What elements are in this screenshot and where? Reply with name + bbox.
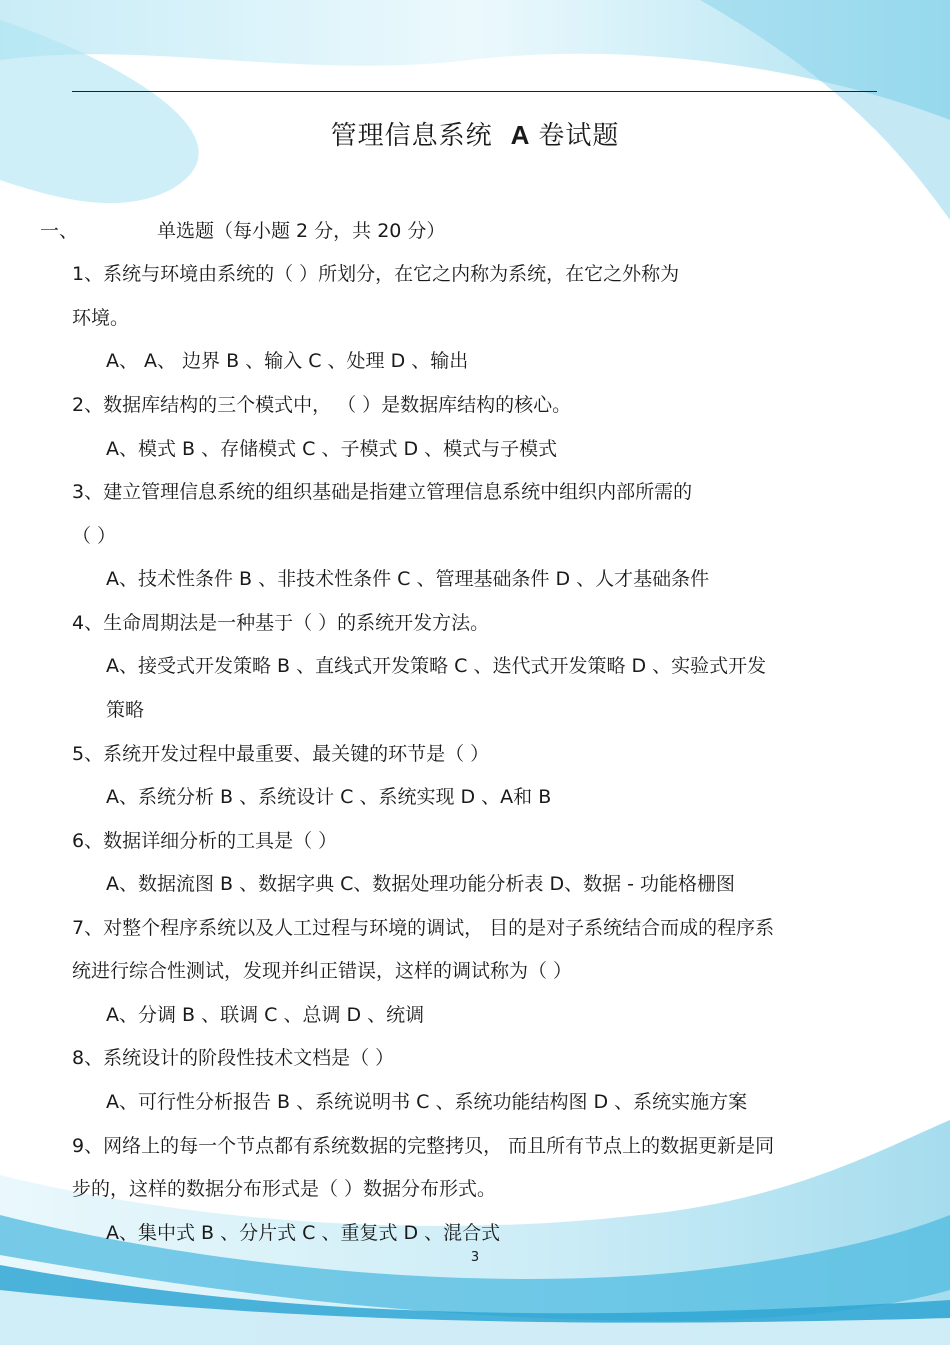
- question-line: 环境。: [72, 307, 130, 329]
- options-line: A、集中式 B 、分片式 C 、重复式 D 、混合式: [106, 1222, 501, 1244]
- question-line: 2、数据库结构的三个模式中， （ ）是数据库结构的核心。: [72, 394, 572, 416]
- question-line: （ ）: [72, 525, 117, 547]
- question-line: 3、建立管理信息系统的组织基础是指建立管理信息系统中组织内部所需的: [72, 481, 693, 503]
- options-line: A、 A、 边界 B 、输入 C 、处理 D 、输出: [106, 350, 469, 372]
- question-line: 9、网络上的每一个节点都有系统数据的完整拷贝， 而且所有节点上的数据更新是同: [72, 1135, 775, 1157]
- question-line: 7、对整个程序系统以及人工过程与环境的调试， 目的是对子系统结合而成的程序系: [72, 917, 775, 939]
- options-line: A、模式 B 、存储模式 C 、子模式 D 、模式与子模式: [106, 438, 558, 460]
- title-suffix: 卷试题: [538, 121, 620, 151]
- options-line: A、接受式开发策略 B 、直线式开发策略 C 、迭代式开发策略 D 、实验式开发: [106, 655, 767, 677]
- page-number: 3: [470, 1250, 480, 1265]
- question-line: 4、生命周期法是一种基于（ ）的系统开发方法。: [72, 612, 490, 634]
- header-rule: [72, 91, 877, 92]
- section-title: 单选题（每小题 2 分，共 20 分）: [157, 220, 446, 242]
- options-line: A、可行性分析报告 B 、系统说明书 C 、系统功能结构图 D 、系统实施方案: [106, 1091, 748, 1113]
- title-text: 管理信息系统: [330, 121, 493, 151]
- document-title: [0, 115, 950, 152]
- options-line: A、分调 B 、联调 C 、总调 D 、统调: [106, 1004, 425, 1026]
- question-line: 1、系统与环境由系统的（ ）所划分，在它之内称为系统，在它之外称为: [72, 263, 680, 285]
- options-line: A、系统分析 B 、系统设计 C 、系统实现 D 、A和 B: [106, 786, 552, 808]
- section-number: 一、: [40, 220, 79, 242]
- question-line: 步的，这样的数据分布形式是（ ）数据分布形式。: [72, 1178, 497, 1200]
- options-line: A、技术性条件 B 、非技术性条件 C 、管理基础条件 D 、人才基础条件: [106, 568, 710, 590]
- title-paper-letter: A: [510, 120, 531, 150]
- question-line: 6、数据详细分析的工具是（ ）: [72, 830, 338, 852]
- question-line: 统进行综合性测试，发现并纠正错误，这样的调试称为（ ）: [72, 960, 573, 982]
- options-line: 策略: [106, 699, 145, 721]
- question-line: 5、系统开发过程中最重要、最关键的环节是（ ）: [72, 743, 490, 765]
- question-line: 8、系统设计的阶段性技术文档是（ ）: [72, 1047, 395, 1069]
- options-line: A、数据流图 B 、数据字典 C、数据处理功能分析表 D、数据 - 功能格栅图: [106, 873, 736, 895]
